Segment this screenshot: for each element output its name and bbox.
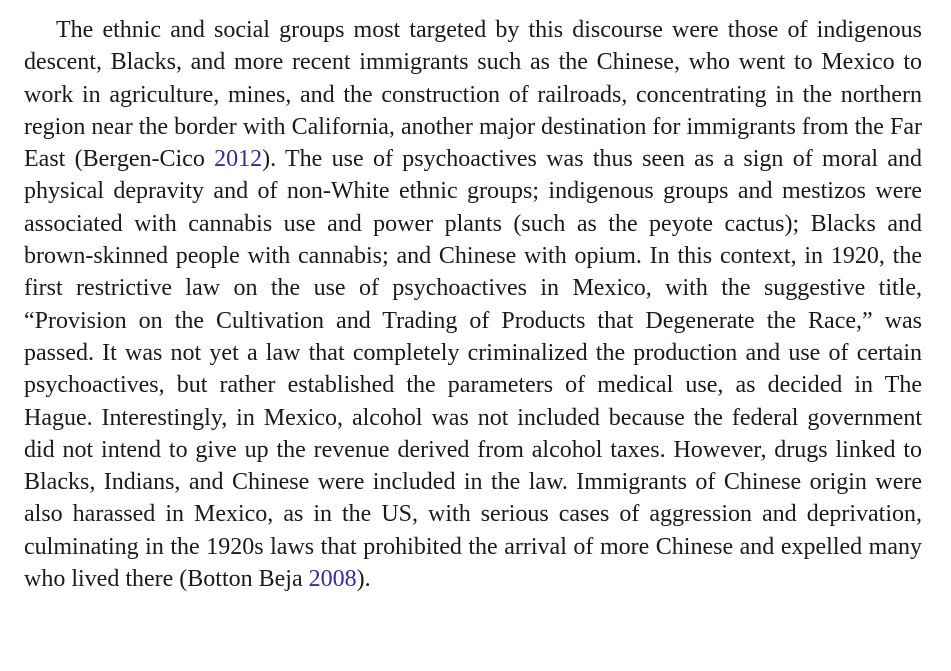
citation-link-bergen-cico[interactable]: 2012 [214,146,263,173]
paragraph-text-part-3: ). [356,566,371,593]
document-page [24,14,922,595]
paragraph-text-part-2: ). The use of psychoactives was thus seen as a sign of moral and physical depravity and of non-White ethnic groups; indigenous groups and mestizos were associated with cannabis use and power plants (such as the peyote cactus); Blacks and brown-skinned people with cannabis; and Chinese with opium. In this context, in 1920, the first restrictive law on the use of psychoactives in Mexico, with the suggestive title, “Provision on the Cultivation and Trading of Products that Degenerate the Race,” was passed. It was not yet a law that completely criminalized the production and use of certain psychoactives, but rather established the parameters of medical use, as decided in The Hague. Interestingly, in Mexico, alcohol was not included because the federal government did not intend to give up the revenue derived from alcohol taxes. However, drugs linked to Blacks, Indians, and Chinese were included in the law. Immigrants of Chinese origin were also harassed in Mexico, as in the US, with serious cases of aggression and deprivation, culminating in the 1920s laws that prohibited the arrival of more Chinese and expelled many who lived there (Botton Beja [24,146,922,593]
citation-link-botton-beja[interactable]: 2008 [308,566,357,593]
paragraph-text-part-1: The ethnic and social groups most targeted by this discourse were those of indigenous descent, Blacks, and more recent immigrants such as the Chinese, who went to Mexico to work in agriculture, mines, and the construction of railroads, concentrating in the northern region near the border with California, another major destination for immigrants from the Far East (Bergen-Cico [24,17,922,173]
body-paragraph [24,14,922,595]
